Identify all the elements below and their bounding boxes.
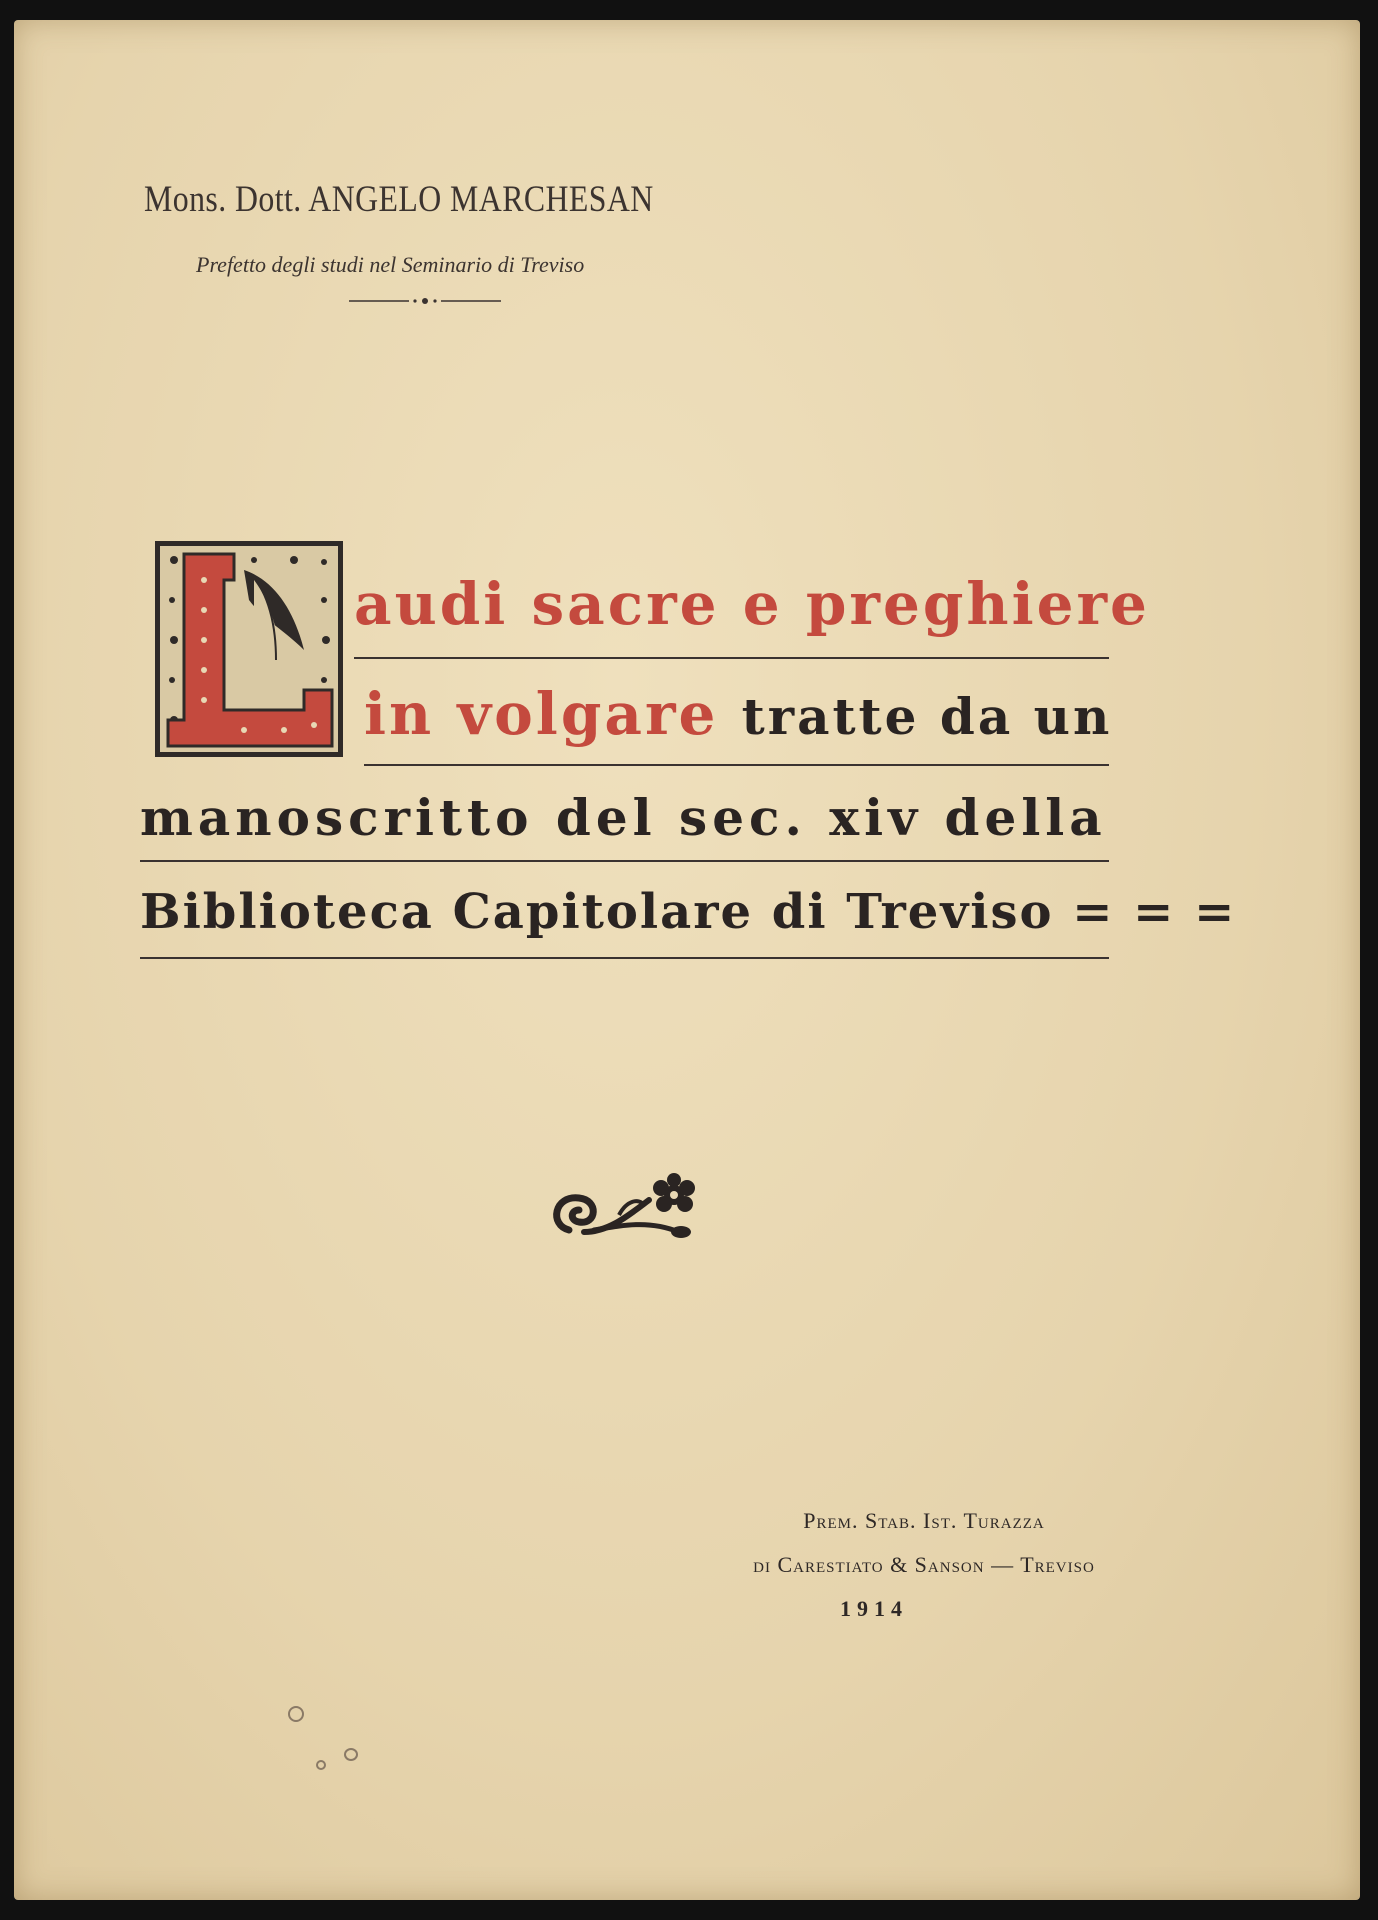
paper-stain bbox=[316, 1760, 326, 1770]
floral-flourish-ornament bbox=[549, 1170, 704, 1245]
paper-stain bbox=[288, 1706, 304, 1722]
printer-line-1: Prem. Stab. Ist. Turazza bbox=[803, 1508, 1045, 1533]
title-line-2-red: in volgare bbox=[364, 680, 719, 748]
title-line-3: manoscritto del sec. xiv della bbox=[140, 788, 1107, 847]
author-name: ANGELO MARCHESAN bbox=[308, 179, 654, 220]
printer-year: 1914 bbox=[840, 1596, 908, 1621]
title-line-1: audi sacre e preghiere bbox=[354, 570, 1150, 638]
title-line-4: Biblioteca Capitolare di Treviso = = = bbox=[140, 884, 1237, 940]
author-line bbox=[144, 178, 654, 221]
book-cover bbox=[14, 20, 1360, 1900]
title-rule-3 bbox=[140, 860, 1109, 862]
illuminated-initial-L bbox=[154, 540, 344, 758]
title-line-2 bbox=[364, 680, 1112, 748]
author-prefix: Mons. Dott. bbox=[144, 179, 302, 220]
paper-stain bbox=[344, 1748, 358, 1761]
title-rule-1 bbox=[354, 657, 1109, 659]
title-rule-4 bbox=[140, 957, 1109, 959]
title-rule-2 bbox=[364, 764, 1109, 766]
ornamental-rule bbox=[349, 295, 501, 307]
printer-line-2: di Carestiato & Sanson — Treviso bbox=[753, 1552, 1095, 1577]
author-role: Prefetto degli studi nel Seminario di Treviso bbox=[196, 252, 585, 277]
title-line-2-dark: tratte da un bbox=[741, 687, 1113, 746]
